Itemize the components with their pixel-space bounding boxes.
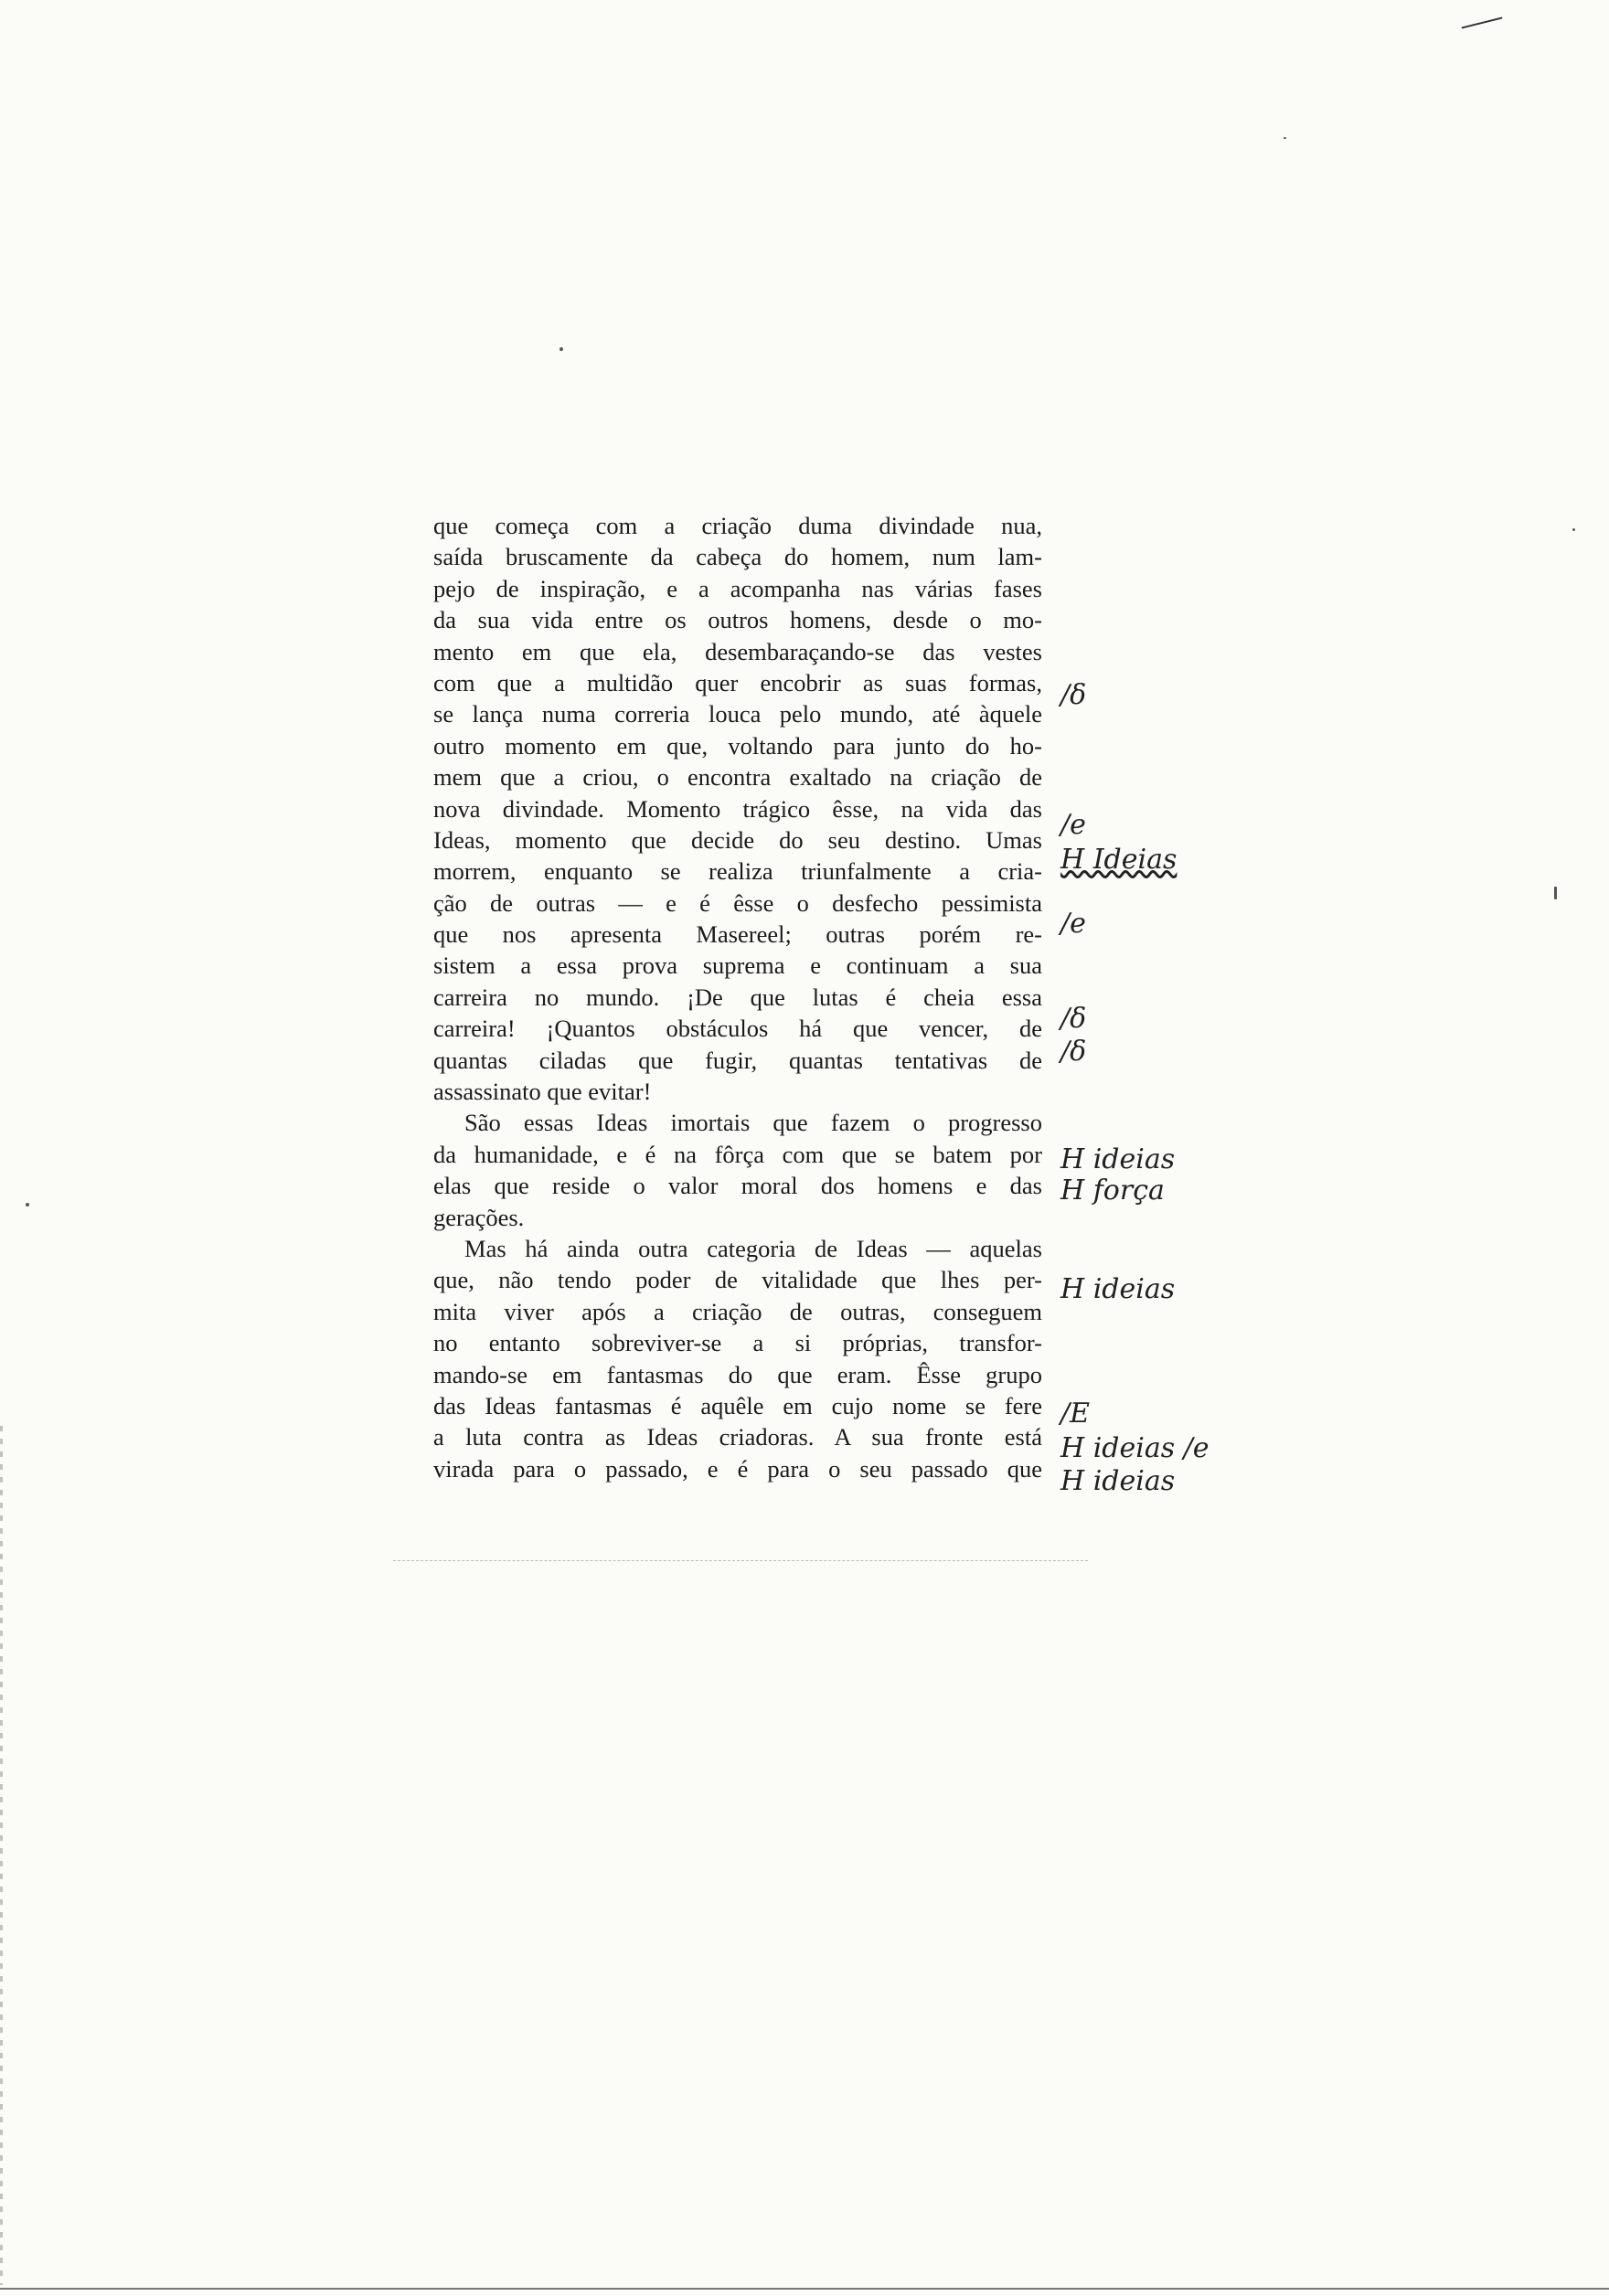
text-line: mem que a criou, o encontra exaltado na criação de bbox=[433, 763, 1042, 792]
text-line: ção de outras — e é êsse o desfecho pessimista bbox=[433, 888, 1042, 917]
text-line: Mas há ainda outra categoria de Ideas — aquelas bbox=[464, 1234, 1042, 1262]
margin-annotations bbox=[1060, 0, 1243, 2296]
margin-note: /e bbox=[1060, 809, 1086, 841]
text-line: da sua vida entre os outros homens, desde o mo- bbox=[433, 606, 1042, 634]
margin-note: H força bbox=[1060, 1175, 1165, 1206]
scan-speck bbox=[1284, 137, 1286, 139]
margin-note: /δ bbox=[1060, 679, 1087, 711]
scan-edge bbox=[0, 1426, 3, 2285]
text-line: carreira no mundo. ¡De que lutas é cheia essa bbox=[433, 983, 1042, 1011]
text-line: carreira! ¡Quantos obstáculos há que vencer, de bbox=[433, 1015, 1042, 1043]
scan-speck bbox=[1554, 887, 1557, 899]
text-line: nova divindade. Momento trágico êsse, na vida das bbox=[433, 794, 1042, 823]
text-line: gerações. bbox=[433, 1203, 525, 1231]
margin-note: /δ bbox=[1060, 1003, 1087, 1035]
text-line: virada para o passado, e é para o seu passado que bbox=[433, 1454, 1042, 1483]
margin-note: H ideias bbox=[1060, 1465, 1176, 1497]
text-line: quantas ciladas que fugir, quantas tentativas de bbox=[433, 1046, 1042, 1074]
text-line: da humanidade, e é na fôrça com que se batem por bbox=[433, 1140, 1042, 1168]
text-line: morrem, enquanto se realiza triunfalmente a cria- bbox=[433, 857, 1042, 886]
text-line: no entanto sobreviver-se a si próprias, transfor- bbox=[433, 1329, 1042, 1357]
scan-speck bbox=[26, 1203, 29, 1206]
scan-speck bbox=[1572, 528, 1575, 531]
text-line: saída bruscamente da cabeça do homem, num lam- bbox=[433, 543, 1042, 571]
text-line: sistem a essa prova suprema e continuam a sua bbox=[433, 951, 1042, 980]
text-line: das Ideas fantasmas é aquêle em cujo nome se fere bbox=[433, 1391, 1042, 1419]
scan-speck bbox=[559, 347, 563, 351]
text-line: com que a multidão quer encobrir as suas formas, bbox=[433, 668, 1042, 696]
text-line: assassinato que evitar! bbox=[433, 1078, 652, 1106]
margin-note: /E bbox=[1060, 1398, 1091, 1430]
text-line: que começa com a criação duma divindade nua, bbox=[433, 512, 1042, 539]
scan-speck bbox=[1461, 16, 1502, 28]
text-line: São essas Ideas imortais que fazem o progresso bbox=[464, 1109, 1042, 1137]
text-line: mento em que ela, desembaraçando-se das vestes bbox=[433, 637, 1042, 665]
page-divider bbox=[393, 1560, 1088, 1561]
text-line: que nos apresenta Masereel; outras porém re- bbox=[433, 920, 1042, 949]
margin-note: /δ bbox=[1060, 1036, 1087, 1068]
text-line: mita viver após a criação de outras, conseguem bbox=[433, 1297, 1042, 1325]
body-text bbox=[433, 510, 1042, 1484]
margin-note: H Ideias bbox=[1060, 844, 1177, 876]
text-line: pejo de inspiração, e a acompanha nas várias fases bbox=[433, 574, 1042, 602]
margin-note: H ideias bbox=[1060, 1273, 1176, 1305]
text-line: Ideas, momento que decide do seu destino. Umas bbox=[433, 825, 1042, 854]
margin-note: H ideias /e bbox=[1060, 1432, 1209, 1464]
margin-note: H ideias bbox=[1060, 1143, 1176, 1175]
text-line: a luta contra as Ideas criadoras. A sua fronte está bbox=[433, 1423, 1042, 1451]
scan-bottom-edge bbox=[0, 2288, 1609, 2290]
text-line: que, não tendo poder de vitalidade que lhes per- bbox=[433, 1266, 1042, 1294]
margin-note: /e bbox=[1060, 908, 1086, 940]
text-line: se lança numa correria louca pelo mundo, até àquele bbox=[433, 700, 1042, 728]
text-line: mando-se em fantasmas do que eram. Êsse grupo bbox=[433, 1360, 1042, 1388]
text-line: outro momento em que, voltando para junto do ho- bbox=[433, 731, 1042, 760]
text-line: elas que reside o valor moral dos homens e das bbox=[433, 1172, 1042, 1200]
